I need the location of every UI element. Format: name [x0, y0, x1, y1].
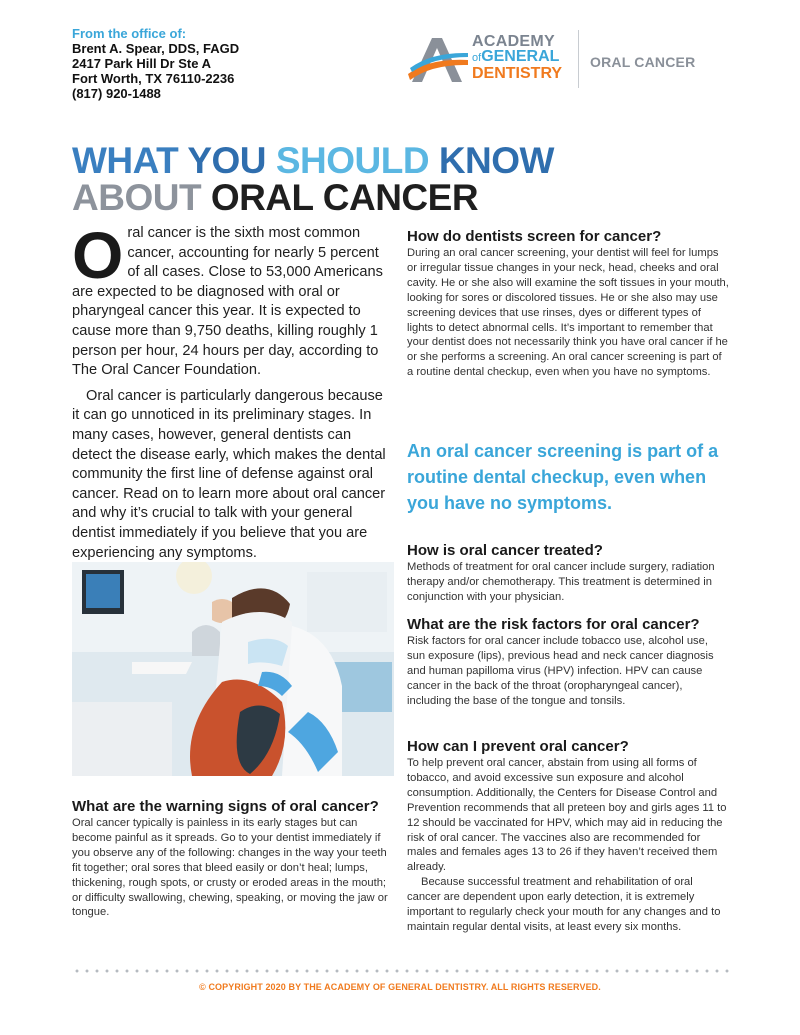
heading-risk-factors: What are the risk factors for oral cancer? — [407, 616, 700, 633]
intro-text — [72, 218, 394, 563]
brand-divider — [578, 30, 579, 88]
office-address-line2: Fort Worth, TX 76110-2236 — [72, 71, 235, 86]
pull-quote: An oral cancer screening is part of a routine dental checkup, even when you have no symptoms. — [407, 441, 719, 513]
body-risk-factors: Risk factors for oral cancer include tobacco use, alcohol use, sun exposure (lips), previous head and neck cancer diagnosis and human papilloma virus (HPV) infection. HPV can cause cancer in the back of the throat (oropharyngeal cancer), including the base of the tongue and tonsils. — [407, 635, 714, 707]
title-word-about: ABOUT — [72, 177, 202, 218]
body-prevention-2: Because successful treatment and rehabilitation of oral cancer are dependent upon early detection, it is extremely important to regularly check your mouth for any changes and to maintain regular dental visits, at least every six months. — [407, 876, 721, 933]
body-treatment: Methods of treatment for oral cancer include surgery, radiation therapy and/or chemotherapy. This treatment is determined in conjunction with your physician. — [407, 561, 715, 603]
title-word-you: YOU — [187, 140, 267, 181]
heading-warning-signs: What are the warning signs of oral cancer? — [72, 798, 379, 815]
topic-label: ORAL CANCER — [590, 54, 696, 70]
office-doctor-name: Brent A. Spear, DDS, FAGD — [72, 41, 240, 56]
body-prevention-1: To help prevent oral cancer, abstain from using all forms of tobacco, and avoid excessive sun exposure and alcohol consumption. Additionally, the Centers for Disease Control and Prevention recommends that all preteen boy and girls ages 11 to 12 should be vaccinated for HPV, which may aid in reducing the risk of oral cancer. The vaccines also are recommended for males and females ages 13 to 26 if they haven’t received them already. — [407, 757, 727, 874]
dental-exam-photo — [72, 562, 394, 776]
title-word-what: WHAT — [72, 140, 179, 181]
agd-word-academy: ACADEMY — [472, 33, 555, 50]
title-word-know: KNOW — [438, 140, 554, 181]
title-word-oral-cancer: ORAL CANCER — [210, 177, 479, 218]
agd-brand-header — [408, 34, 708, 94]
page-title — [72, 142, 554, 216]
body-screening: During an oral cancer screening, your dentist will feel for lumps or irregular tissue changes in your neck, head, cheeks and oral cavity. He or she also will examine the soft tissues in your mouth, looking for sores or discolored tissues. He or she also may use screening devices that use rinses, dyes or different types of lights to detect abnormal cells. It’s important to remember that your dentist does not necessarily think you have oral cancer if he or she performs a screening. An oral cancer screening is part of a routine dental checkup, even when you have no symptoms. — [407, 247, 729, 379]
dotted-divider — [72, 968, 732, 974]
office-from-label: From the office of: — [72, 26, 187, 41]
section-risk-factors — [407, 616, 729, 709]
agd-word-general — [472, 49, 562, 66]
body-warning-signs: Oral cancer typically is painless in its early stages but can become painful as it spreads. Go to your dentist immediately if you observe any of the following: changes in the way your teeth fit together; oral sores that bleed easily or don’t heal; lumps, thickening, rough spots, or crusty or eroded areas in the mouth; or difficulty swallowing, chewing, speaking, or moving the jaw or tongue. — [72, 817, 388, 919]
intro-paragraph-2: Oral cancer is particularly dangerous because it can go unnoticed in its preliminary stages. In many cases, however, general dentists can detect the disease early, which makes the dental community the first line of defense against oral cancer. Read on to learn more about oral cancer and why it’s crucial to talk with your general dentist immediately if you believe that you are experiencing any symptoms. — [72, 387, 386, 561]
section-prevention — [407, 738, 729, 935]
agd-logo-icon — [408, 34, 470, 84]
office-phone: (817) 920-1488 — [72, 86, 161, 101]
agd-wordmark — [472, 34, 562, 81]
section-warning-signs — [72, 798, 394, 920]
office-contact-block — [72, 26, 239, 101]
agd-word-of: of — [472, 52, 482, 64]
agd-word-dentistry: DENTISTRY — [472, 65, 563, 82]
heading-prevention: How can I prevent oral cancer? — [407, 738, 629, 755]
agd-word-general-text: GENERAL — [481, 48, 560, 65]
title-word-should: SHOULD — [275, 140, 430, 181]
intro-paragraph-1: ral cancer is the sixth most common cancer, accounting for nearly 5 percent of all cases. Close to 53,000 Americans are expected to be diagnosed with oral or pharyngeal cancer this year. It is expected to cause more than 9,750 deaths, killing roughly 1 person per hour, 24 hours per day, according to The Oral Cancer Foundation. — [72, 225, 383, 379]
dental-exam-illustration — [72, 562, 394, 776]
section-screening — [407, 228, 729, 380]
section-treatment — [407, 542, 729, 605]
copyright-footer: © COPYRIGHT 2020 BY THE ACADEMY OF GENERAL DENTISTRY. ALL RIGHTS RESERVED. — [199, 982, 601, 992]
heading-screening: How do dentists screen for cancer? — [407, 228, 662, 245]
office-address-line1: 2417 Park Hill Dr Ste A — [72, 56, 211, 71]
drop-cap: O — [72, 218, 124, 292]
heading-treatment: How is oral cancer treated? — [407, 542, 603, 559]
